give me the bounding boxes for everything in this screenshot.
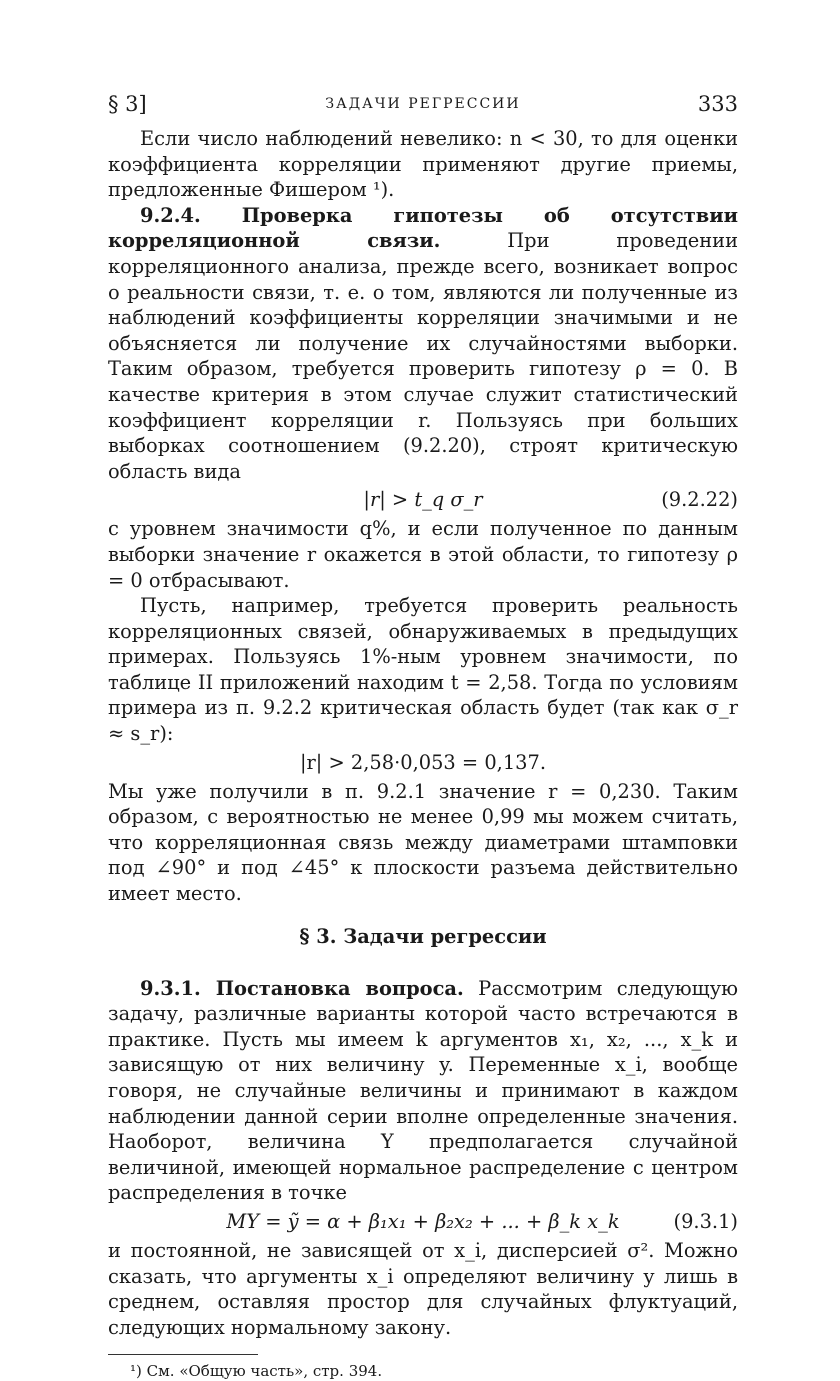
equation-9-3-1-expr: MY = ỹ = α + β₁x₁ + β₂x₂ + ... + β_k x_k [226, 1209, 620, 1233]
paragraph-conclusion: Мы уже получили в п. 9.2.1 значение r = 0,230. Таким образом, с вероятностью не менее 0,99 мы можем считать, что корреляционная связь между диаметрами штамповки под ∠90° и под ∠45° к плоскости разъема действительно имеет место. [108, 779, 738, 906]
subsection-9-3-1-text: Рассмотрим следующую задачу, различные варианты которой часто встречаются в практике. Пусть мы имеем k аргументов x₁, x₂, ..., x_k и зависящую от них величину y. Переменные x_i, вообще говоря, не случайные величины и принимают в каждом наблюдении данной серии вполне определенные значения. Наоборот, величина Y предполагается случайной величиной, имеющей нормальное распределение с центром распределения в точке [108, 976, 738, 1205]
equation-9-2-22-number: (9.2.22) [661, 488, 738, 512]
header-section-ref: § 3] [108, 92, 147, 116]
footnote-divider [108, 1354, 258, 1355]
page-number: 333 [697, 92, 738, 116]
subsection-9-2-4-title: 9.2.4. Проверка гипотезы об отсутствии корреляционной связи. [108, 203, 738, 253]
equation-9-2-22-expr: |r| > t_q σ_r [363, 488, 483, 512]
section-heading: § 3. Задачи регрессии [299, 924, 547, 948]
paragraph-variance: и постоянной, не зависящей от x_i, дисперсией σ². Можно сказать, что аргументы x_i определяют величину y лишь в среднем, оставляя простор для случайных флуктуаций, следующих нормальному закону. [108, 1238, 738, 1339]
footnote: ¹) См. «Общую часть», стр. 394. [130, 1362, 383, 1381]
subsection-9-3-1-title: 9.3.1. Постановка вопроса. [140, 976, 464, 1000]
equation-critical-region-expr: |r| > 2,58·0,053 = 0,137. [299, 750, 546, 774]
equation-9-2-22 [108, 485, 738, 515]
subsection-9-2-4 [108, 203, 738, 485]
equation-9-3-1 [108, 1207, 738, 1237]
paragraph-example: Пусть, например, требуется проверить реальность корреляционных связей, обнаруживаемых в предыдущих примерах. Пользуясь 1%-ным уровнем значимости, по таблице II приложений находим t = 2,58. Тогда по условиям примера из п. 9.2.2 критическая область будет (так как σ_r ≈ s_r): [108, 594, 738, 746]
subsection-9-2-4-text: При проведении корреляционного анализа, прежде всего, возникает вопрос о реальности связи, т. е. о том, являются ли полученные из наблюдений коэффициенты корреляции значимыми и не объясняется ли получение их случайностями выборки. Таким образом, требуется проверить гипотезу ρ = 0. В качестве критерия в этом случае служит статистический коэффициент корреляции r. Пользуясь при больших выборках соотношением (9.2.20), строят критическую область вида [108, 229, 739, 483]
book-page [108, 92, 738, 1381]
subsection-9-3-1 [108, 976, 738, 1206]
equation-critical-region [108, 748, 738, 778]
equation-9-3-1-number: (9.3.1) [673, 1209, 738, 1233]
running-title: ЗАДАЧИ РЕГРЕССИИ [325, 96, 521, 112]
page-header [108, 92, 738, 122]
paragraph-significance: с уровнем значимости q%, и если полученное по данным выборки значение r окажется в этой области, то гипотезу ρ = 0 отбрасывают. [108, 517, 738, 592]
paragraph-small-samples: Если число наблюдений невелико: n < 30, то для оценки коэффициента корреляции применяют другие приемы, предложенные Фишером ¹). [108, 127, 738, 202]
